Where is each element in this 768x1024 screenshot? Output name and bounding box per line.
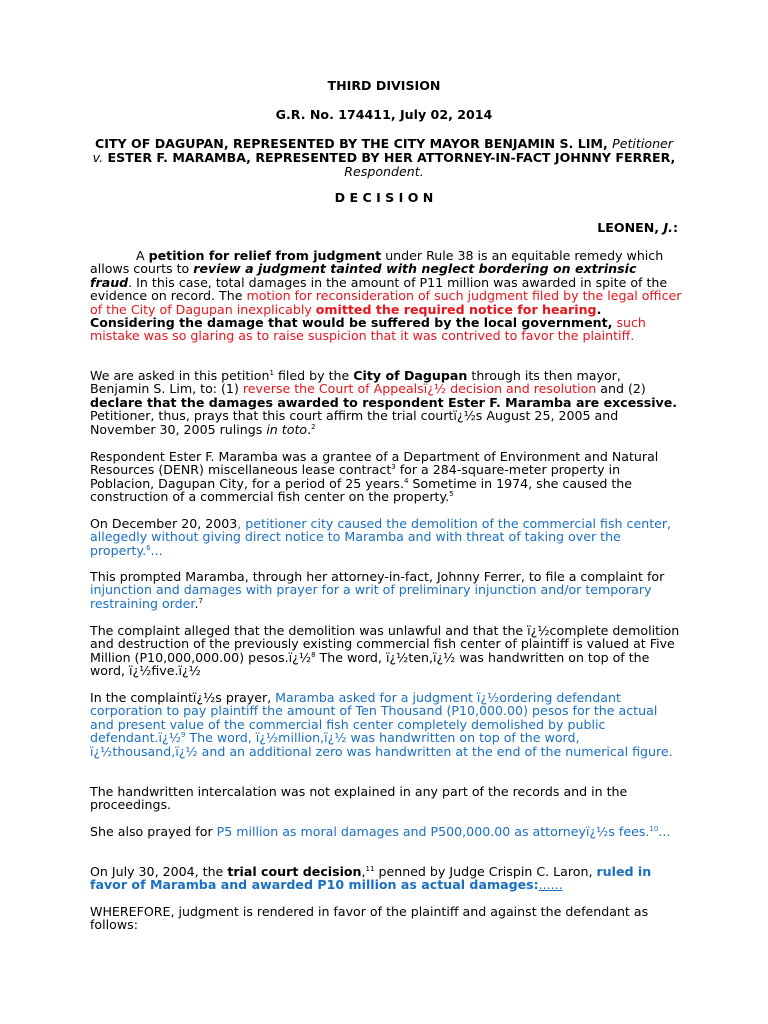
footnote-ref[interactable]: 7 — [198, 596, 203, 605]
footnote-ref[interactable]: 11 — [365, 865, 375, 873]
paragraph-allegation: The complaint alleged that the demolition was unlawful and that the ï¿½complete demolition and destruction of the previously existing commercial fish center of plaintiff is valued at Five Million (P10,000,000.00) pesos.ï¿½$^8$ The word, ï¿½ten,ï¿½ was handwritten on top of the word, ï¿½five.ï¿½ — [90, 623, 680, 679]
paragraph-intercalation: The handwritten intercalation was not explained in any part of the records and in the proceedings. — [90, 784, 628, 813]
footnote-ref[interactable]: 6 — [146, 543, 151, 552]
ponente: LEONEN, J.: — [597, 220, 678, 235]
paragraph-wherefore: WHEREFORE, judgment is rendered in favor of the plaintiff and against the defendant as follows: — [90, 904, 649, 933]
footnote-ref[interactable]: 5 — [449, 490, 454, 499]
paragraph-background: Respondent Ester F. Maramba was a grantee of a Department of Environment and Natural Resources (DENR) miscellaneous lease contract$^3$ for a 284-square-meter property in Poblacion, Dagupan City, for a period of 25 years.$^4$ Sometime in 1974, she caused the construction of a commercial fish center on the property.$^5$ — [90, 449, 659, 505]
paragraph-complaint: This prompted Maramba, through her attorney-in-fact, Johnny Ferrer, to file a complaint for injunction and damages with prayer for a writ of preliminary injunction and/or temporary restraining order.$^7$ — [90, 569, 665, 611]
paragraph-intro: A petition for relief from judgment under Rule 38 is an equitable remedy which allows courts to review a judgment tainted with neglect bordering on extrinsic fraud. In this case, total damages in the amount of P11 million was awarded in spite of the evidence on record. The motion for reconsideration of such judgment filed by the legal officer of the City of Dagupan inexplicably omitted the required notice for hearing. Considering the damage that would be suffered by the local government, such mistake was so glaring as to raise suspicion that it was contrived to favor the plaintiff. — [90, 248, 682, 344]
paragraph-prayer: In the complaintï¿½s prayer, Maramba asked for a judgment ï¿½ordering defendant corporation to pay plaintiff the amount of Ten Thousand (P10,000.00) pesos for the actual and present value of the commercial fish center completely demolished by public defendant.ï¿½$^9$ The word, ï¿½million,ï¿½ was handwritten on top of the word, ï¿½thousand,ï¿½ and an additional zero was handwritten at the end of the numerical figure. — [90, 690, 673, 759]
paragraph-damages: She also prayed for P5 million as moral damages and P500,000.00 as attorneyï¿½s fees.$^{10}$... — [90, 824, 671, 839]
footnote-ref[interactable]: 10 — [649, 825, 659, 833]
footnote-ref[interactable]: 2 — [311, 422, 316, 431]
paragraph-petition: We are asked in this petition$^1$ filed by the City of Dagupan through its then mayor, Benjamin S. Lim, to: (1) reverse the Court of Appealsï¿½ decision and resolution and (2) declare that the damages awarded to respondent Ester F. Maramba are excessive. Petitioner, thus, prays that this court affirm the trial courtï¿½s August 25, 2005 and November 30, 2005 rulings in toto.$^2$ — [90, 368, 678, 437]
footnote-ref[interactable]: 8 — [311, 650, 316, 659]
footnote-ref[interactable]: 9 — [180, 731, 186, 740]
case-number: G.R. No. 174411, July 02, 2014 — [275, 107, 493, 122]
division-heading: THIRD DIVISION — [327, 78, 441, 93]
paragraph-demolition: On December 20, 2003, petitioner city caused the demolition of the commercial fish center, allegedly without giving direct notice to Maramba and with threat of taking over the property.$^6$... — [90, 516, 672, 558]
paragraph-trial-court: On July 30, 2004, the trial court decision,$^{11}$ penned by Judge Crispin C. Laron, ruled in favor of Maramba and awarded P10 million as actual damages:...... — [90, 864, 652, 893]
footnote-ref[interactable]: 3 — [391, 463, 396, 472]
decision-heading: D E C I S I O N — [334, 190, 434, 205]
case-caption: CITY OF DAGUPAN, REPRESENTED BY THE CITY MAYOR BENJAMIN S. LIM, Petitioner v. ESTER F. MARAMBA, REPRESENTED BY HER ATTORNEY-IN-FACT JOHNNY FERRER, Respondent. — [92, 136, 676, 179]
footnote-ref[interactable]: 1 — [269, 369, 274, 377]
footnote-ref[interactable]: 4 — [403, 476, 409, 485]
